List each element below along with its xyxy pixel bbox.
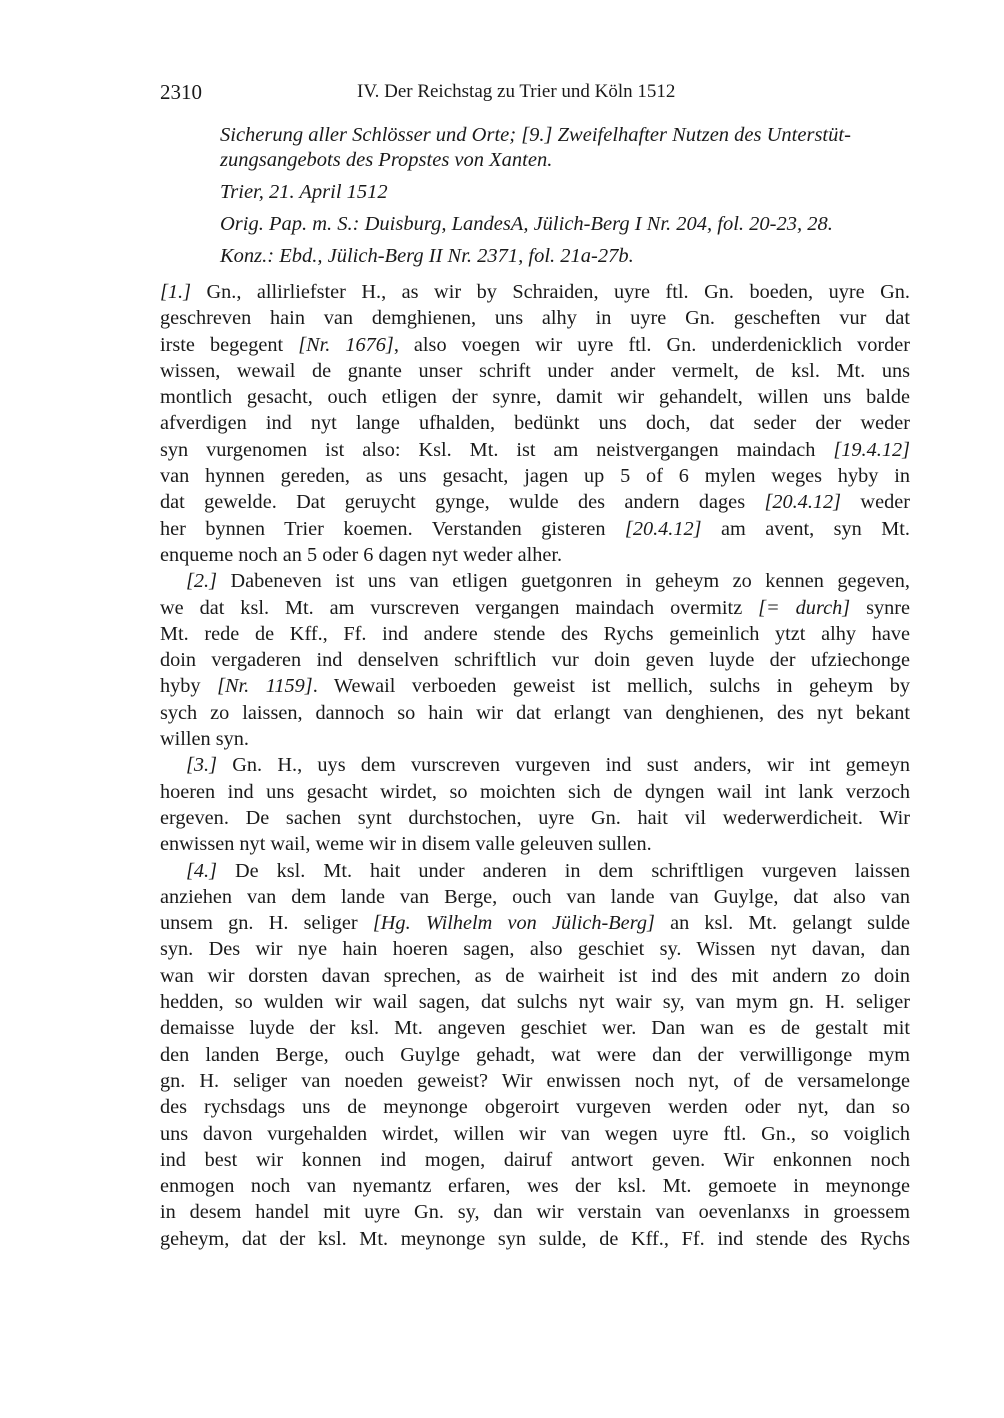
- text-line: [160, 305, 910, 331]
- text-line: [160, 726, 910, 752]
- text-segment: afverdigen ind nyt lange ufhalden, bedünkt uns doch, dat seder der weder: [160, 412, 910, 435]
- text-segment: synre: [850, 596, 910, 619]
- text-line: [160, 858, 910, 884]
- text-segment: uns davon vurgehalden wirdet, willen wir van wegen uyre ftl. Gn., so voiglich: [160, 1122, 910, 1145]
- text-segment: gn. H. seliger van noeden geweist? Wir enwissen noch nyt, of de versamelonge: [160, 1069, 910, 1092]
- text-line: [160, 1173, 910, 1199]
- text-segment: am avent, syn Mt.: [701, 517, 911, 540]
- text-line: [160, 779, 910, 805]
- paragraph: [160, 279, 910, 568]
- document-title: [220, 123, 910, 172]
- text-segment: unsem gn. H. seliger: [160, 912, 373, 935]
- text-segment: her bynnen Trier koemen. Verstanden gisteren: [160, 517, 625, 540]
- text-segment: ergeven. De sachen synt durchstochen, uyre Gn. hait vil wederwerdicheit. Wir: [160, 806, 910, 829]
- text-line: [160, 805, 910, 831]
- text-segment: doin vergaderen ind denselven schriftlich vur doin geven luyde der ufziechonge: [160, 649, 910, 672]
- text-segment: syn. Des wir nye hain hoeren sagen, also geschiet sy. Wissen nyt davan, dan: [160, 938, 910, 961]
- text-line: [160, 279, 910, 305]
- text-segment: enqueme noch an 5 oder 6 dagen nyt weder alher.: [160, 543, 563, 566]
- text-line: [160, 384, 910, 410]
- editorial-annotation: [20.4.12]: [624, 517, 702, 540]
- text-line: [160, 910, 910, 936]
- text-segment: van hynnen gereden, as uns gesacht, jagen up 5 of 6 mylen weges hyby in: [160, 465, 910, 488]
- text-segment: De ksl. Mt. hait under anderen in dem schriftligen vurgeven laissen: [217, 859, 910, 882]
- text-segment: hedden, so wulden wir wail sagen, dat sulchs nyt wair sy, van mym gn. H. seliger: [160, 991, 910, 1014]
- editorial-annotation: [1.]: [160, 281, 191, 303]
- text-line: [160, 1042, 910, 1068]
- title-line: Sicherung aller Schlösser und Orte; [9.] Zweifelhafter Nutzen des Unterstüt-: [220, 124, 851, 146]
- text-segment: . Wewail verboeden geweist ist mellich, sulchs in geheym by: [312, 675, 910, 698]
- paragraph: [160, 568, 910, 752]
- draft-source: Konz.: Ebd., Jülich-Berg II Nr. 2371, fol. 21a-27b.: [220, 245, 634, 267]
- text-line: [160, 332, 910, 358]
- text-line: [160, 463, 910, 489]
- text-line: [160, 989, 910, 1015]
- text-segment: enwissen nyt wail, weme wir in disem valle geleuven sullen.: [160, 833, 652, 856]
- text-line: [160, 647, 910, 673]
- editorial-annotation: [20.4.12]: [764, 491, 842, 514]
- text-segment: wissen, wewail de gnante unser schrift under ander vermelt, de ksl. Mt. uns: [160, 359, 910, 382]
- text-line: [160, 884, 910, 910]
- editorial-annotation: [2.]: [186, 570, 217, 593]
- text-line: [160, 568, 910, 594]
- text-segment: irste begegent: [160, 333, 299, 356]
- editorial-annotation: [Nr. 1159]: [217, 675, 313, 698]
- text-segment: an ksl. Mt. gelangt sulde: [654, 912, 910, 935]
- text-segment: in desem handel mit uyre Gn. sy, dan wir verstain van oevenlanxs in groessem: [160, 1201, 910, 1224]
- text-segment: montlich gesacht, ouch etligen der synre, damit wir gehandelt, willen uns balde: [160, 386, 910, 409]
- text-line: [160, 700, 910, 726]
- text-line: [160, 358, 910, 384]
- text-segment: enmogen noch van nyemantz erfaren, wes der ksl. Mt. gemoete in meynonge: [160, 1175, 910, 1198]
- text-line: [160, 516, 910, 542]
- text-segment: , also voegen wir uyre ftl. Gn. underdenicklich vorder: [393, 333, 910, 356]
- text-line: [160, 410, 910, 436]
- paragraph: [160, 752, 910, 857]
- document-body: [160, 279, 910, 1252]
- page-number: 2310: [160, 80, 202, 104]
- editorial-annotation: [Hg. Wilhelm von Jülich-Berg]: [372, 912, 655, 935]
- text-segment: wan wir dorsten davan sprechen, as de wairheit ist ind des mit andern zo doin: [160, 964, 910, 987]
- text-line: [160, 489, 910, 515]
- text-line: [160, 1015, 910, 1041]
- paragraph: [160, 858, 910, 1252]
- text-segment: des rychsdags uns de meynonge obgeroirt vurgeven werden oder nyt, dan so: [160, 1096, 910, 1119]
- text-line: [160, 1147, 910, 1173]
- place-date: Trier, 21. April 1512: [220, 181, 388, 203]
- editorial-annotation: [3.]: [186, 754, 217, 777]
- editorial-annotation: [4.]: [186, 859, 217, 882]
- text-segment: geschreven hain van demghienen, uns alhy in uyre Gn. gescheften vur dat: [160, 307, 910, 330]
- text-segment: anziehen van dem lande van Berge, ouch van lande van Guylge, dat also van: [160, 885, 910, 908]
- text-segment: ind best wir konnen ind mogen, dairuf antwort geven. Wir enkonnen noch: [160, 1148, 910, 1171]
- text-line: [160, 621, 910, 647]
- title-line: zungsangebots des Propstes von Xanten.: [220, 148, 553, 171]
- text-segment: syn vurgenomen ist also: Ksl. Mt. ist am neistvergangen maindach: [160, 438, 834, 461]
- text-segment: Gn., allirliefster H., as wir by Schraiden, uyre ftl. Gn. boeden, uyre Gn.: [191, 281, 910, 303]
- text-segment: Gn. H., uys dem vurscreven vurgeven ind sust anders, wir int gemeyn: [217, 754, 910, 777]
- editorial-annotation: [Nr. 1676]: [298, 333, 394, 356]
- running-head: IV. Der Reichstag zu Trier und Köln 1512: [357, 81, 676, 102]
- text-line: [160, 1094, 910, 1120]
- editorial-annotation: [= durch]: [758, 596, 851, 619]
- text-segment: sych zo laissen, dannoch so hain wir dat erlangt van denghienen, des nyt bekant: [160, 701, 910, 724]
- text-line: [160, 437, 910, 463]
- text-segment: den landen Berge, ouch Guylge gehadt, wat were dan der verwilligonge mym: [160, 1043, 910, 1066]
- text-line: [160, 1199, 910, 1225]
- text-segment: we dat ksl. Mt. am vurscreven vergangen maindach overmitz: [160, 596, 759, 619]
- text-line: [160, 673, 910, 699]
- text-line: [160, 1121, 910, 1147]
- text-line: [160, 542, 910, 568]
- text-segment: Mt. rede de Kff., Ff. ind andere stende des Rychs gemeinlich ytzt alhy have: [160, 622, 910, 645]
- text-segment: willen syn.: [160, 728, 250, 751]
- text-segment: hyby: [160, 675, 218, 698]
- text-segment: hoeren ind uns gesacht wirdet, so moichten sich de dyngen wail int lank verzoch: [160, 780, 910, 803]
- text-segment: Dabeneven ist uns van etligen guetgonren in geheym zo kennen gegeven,: [217, 570, 910, 593]
- editorial-annotation: [19.4.12]: [833, 438, 910, 461]
- text-line: [160, 1068, 910, 1094]
- text-line: [160, 936, 910, 962]
- text-line: [160, 831, 910, 857]
- text-segment: weder: [841, 491, 910, 514]
- text-segment: geheym, dat der ksl. Mt. meynonge syn sulde, de Kff., Ff. ind stende des Rychs: [160, 1227, 910, 1250]
- text-line: [160, 1226, 910, 1252]
- text-segment: demaisse luyde der ksl. Mt. angeven geschiet wer. Dan wan es de gestalt mit: [160, 1017, 910, 1040]
- text-line: [160, 752, 910, 778]
- text-line: [160, 963, 910, 989]
- text-segment: dat gewelde. Dat geruycht gynge, wulde des andern dages: [160, 491, 765, 514]
- original-source: Orig. Pap. m. S.: Duisburg, LandesA, Jülich-Berg I Nr. 204, fol. 20-23, 28.: [220, 213, 833, 235]
- text-line: [160, 595, 910, 621]
